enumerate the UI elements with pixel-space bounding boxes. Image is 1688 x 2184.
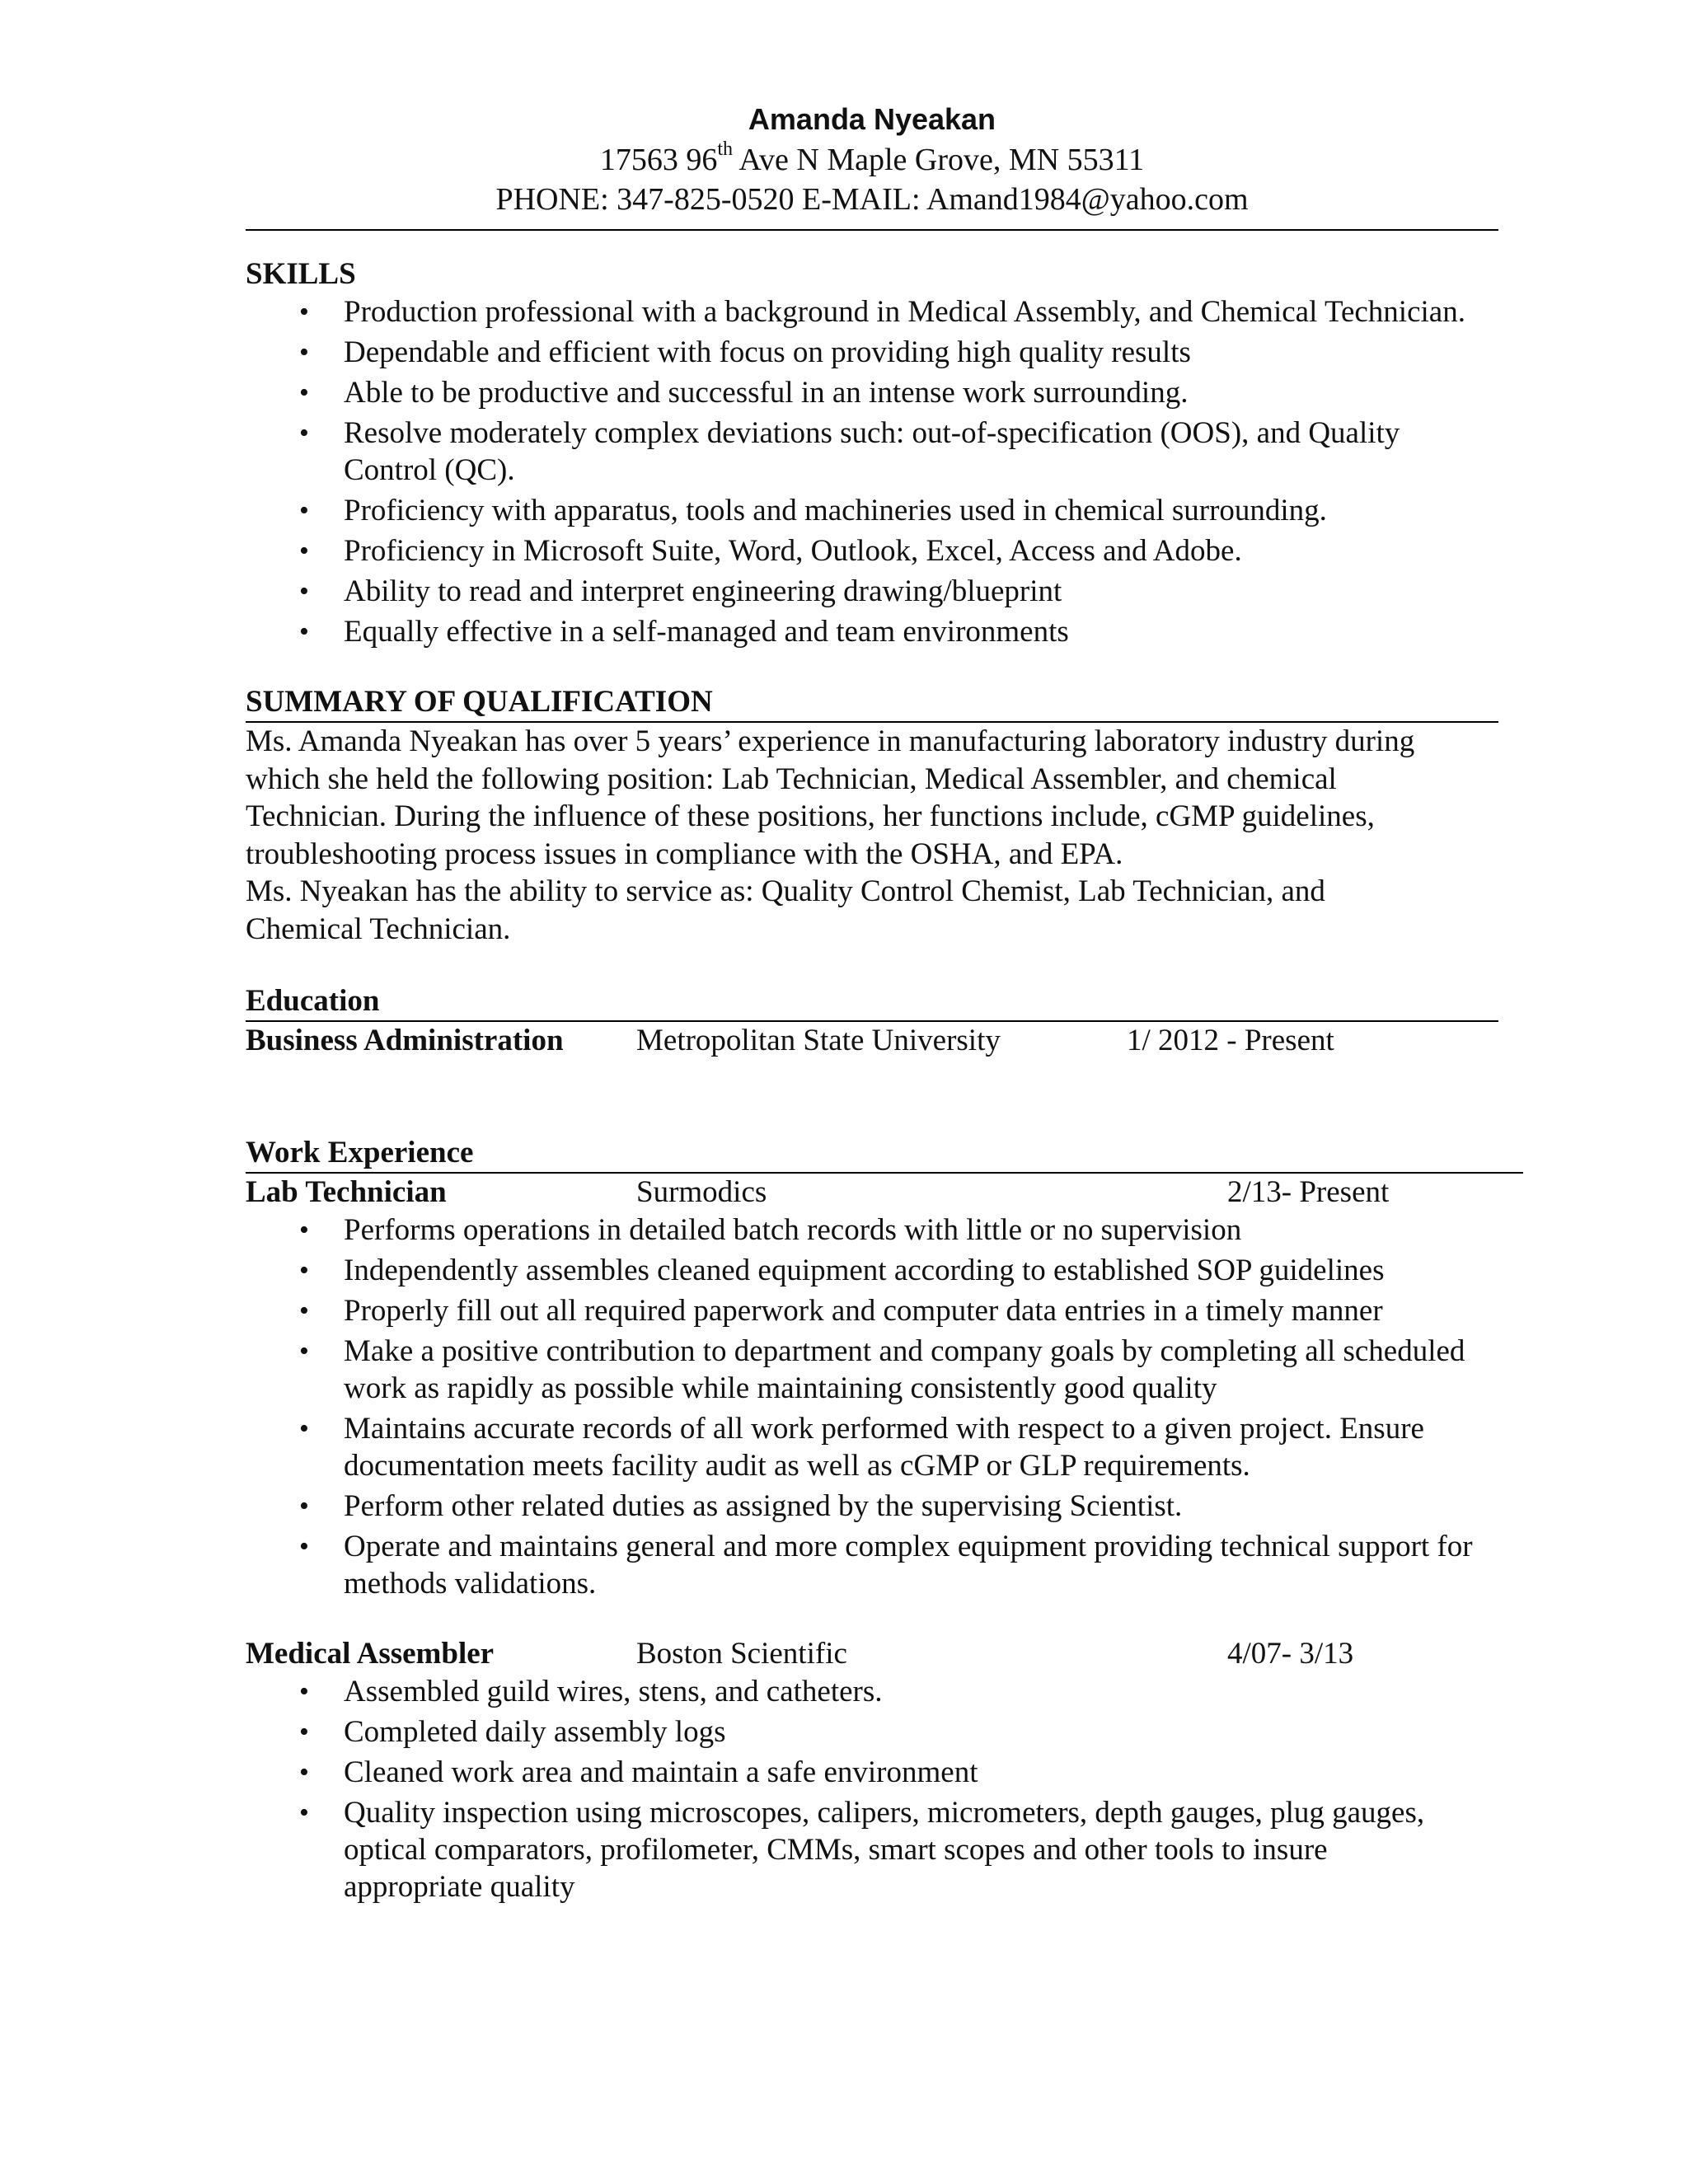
candidate-name: Amanda Nyeakan bbox=[748, 102, 996, 136]
list-item: • Production professional with a background in Medical Assembly, and Chemical Technician. bbox=[246, 293, 1498, 330]
skills-list bbox=[246, 293, 1498, 650]
work-section bbox=[246, 1134, 1498, 1905]
address-line bbox=[246, 140, 1498, 180]
summary-heading: SUMMARY OF QUALIFICATION bbox=[246, 683, 1498, 723]
list-item: • Properly fill out all required paperwork and computer data entries in a timely manner bbox=[246, 1292, 1498, 1329]
list-item: • Able to be productive and successful in an intense work surrounding. bbox=[246, 374, 1498, 411]
list-item: • Cleaned work area and maintain a safe environment bbox=[246, 1754, 1498, 1791]
address-street: Ave N Maple Grove, MN 55311 bbox=[732, 143, 1145, 177]
skills-heading: SKILLS bbox=[246, 257, 356, 291]
work-heading: Work Experience bbox=[246, 1134, 1523, 1174]
list-item: • Completed daily assembly logs bbox=[246, 1713, 1498, 1750]
list-item: • Independently assembles cleaned equipment according to established SOP guidelines bbox=[246, 1252, 1498, 1289]
address-superscript: th bbox=[717, 138, 733, 161]
education-section bbox=[246, 982, 1498, 1060]
job-dates: 2/13- Present bbox=[1227, 1175, 1390, 1209]
job-entry bbox=[246, 1635, 1498, 1905]
summary-section bbox=[246, 683, 1498, 948]
list-item: • Proficiency in Microsoft Suite, Word, Outlook, Excel, Access and Adobe. bbox=[246, 532, 1498, 569]
list-item: • Ability to read and interpret engineering drawing/blueprint bbox=[246, 573, 1498, 610]
job-header bbox=[246, 1635, 1498, 1673]
job-duties bbox=[246, 1212, 1498, 1602]
job-company: Surmodics bbox=[636, 1175, 767, 1209]
summary-paragraph: Ms. Amanda Nyeakan has over 5 years’ experience in manufacturing laboratory industry during which she held the following position: Lab Technician, Medical Assembler, and chemical Technician. During the influence of these positions, her functions include, cGMP guidelines, troubleshooting process issues in compliance with the OSHA, and EPA. bbox=[246, 724, 1415, 871]
education-row bbox=[246, 1022, 1498, 1060]
degree: Business Administration bbox=[246, 1024, 564, 1057]
job-entry bbox=[246, 1174, 1498, 1602]
school: Metropolitan State University bbox=[636, 1024, 1001, 1057]
list-item: • Quality inspection using microscopes, calipers, micrometers, depth gauges, plug gauges, optical comparators, profilometer, CMMs, smart scopes and other tools to insure appropriate quality bbox=[246, 1794, 1498, 1905]
education-dates: 1/ 2012 - Present bbox=[1127, 1024, 1334, 1057]
list-item: • Resolve moderately complex deviations such: out-of-specification (OOS), and Quality Control (QC). bbox=[246, 415, 1498, 489]
contact-line: PHONE: 347-825-0520 E-MAIL: Amand1984@yahoo.com bbox=[495, 182, 1249, 217]
resume-header bbox=[246, 99, 1498, 219]
skills-section bbox=[246, 255, 1498, 650]
address-number: 17563 96 bbox=[599, 143, 718, 177]
list-item: • Maintains accurate records of all work performed with respect to a given project. Ensure documentation meets facility audit as well as cGMP or GLP requirements. bbox=[246, 1410, 1498, 1484]
education-heading: Education bbox=[246, 982, 1498, 1022]
list-item: • Perform other related duties as assigned by the supervising Scientist. bbox=[246, 1488, 1498, 1525]
list-item: • Proficiency with apparatus, tools and machineries used in chemical surrounding. bbox=[246, 492, 1498, 529]
job-header bbox=[246, 1174, 1498, 1212]
resume-page bbox=[246, 99, 1498, 1909]
job-duties bbox=[246, 1673, 1498, 1905]
header-divider bbox=[246, 229, 1498, 231]
job-title: Lab Technician bbox=[246, 1175, 447, 1209]
list-item: • Make a positive contribution to department and company goals by completing all scheduled work as rapidly as possible while maintaining consistently good quality bbox=[246, 1333, 1498, 1407]
summary-paragraph-2: Ms. Nyeakan has the ability to service as: Quality Control Chemist, Lab Technician, and Chemical Technician. bbox=[246, 874, 1325, 946]
list-item: • Performs operations in detailed batch records with little or no supervision bbox=[246, 1212, 1498, 1249]
list-item: • Equally effective in a self-managed and team environments bbox=[246, 613, 1498, 650]
list-item: • Dependable and efficient with focus on providing high quality results bbox=[246, 334, 1498, 371]
job-company: Boston Scientific bbox=[636, 1637, 847, 1671]
job-title: Medical Assembler bbox=[246, 1637, 495, 1671]
list-item: • Assembled guild wires, stens, and catheters. bbox=[246, 1673, 1498, 1710]
list-item: • Operate and maintains general and more complex equipment providing technical support for methods validations. bbox=[246, 1528, 1498, 1602]
job-dates: 4/07- 3/13 bbox=[1227, 1637, 1354, 1671]
